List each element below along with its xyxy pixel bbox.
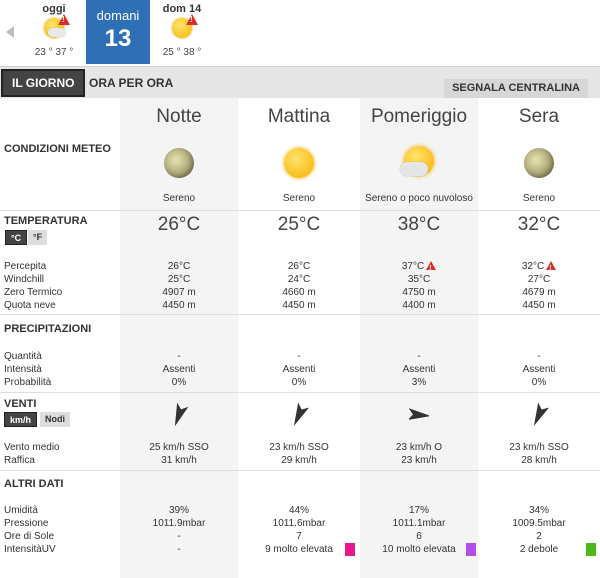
condition-text: Sereno o poco nuvoloso (365, 193, 473, 204)
windchill-value: 24°C (287, 274, 311, 285)
divider (0, 314, 600, 315)
ore-sole-value: 2 (536, 531, 542, 542)
quota-neve-value: 4450 m (282, 300, 316, 311)
vento-medio-value: 23 km/h SSO (269, 442, 329, 453)
wind-direction-arrow-icon (289, 402, 309, 428)
label-probabilita: Probabilità (4, 377, 52, 388)
temperature-value: 32°C (517, 214, 561, 235)
quantita-value: - (297, 351, 301, 362)
wind-direction-arrow-icon (169, 402, 189, 428)
view-tabs (0, 66, 600, 98)
tab-il-giorno[interactable]: IL GIORNO (1, 69, 85, 97)
percepita-text: 37°C (401, 261, 425, 272)
probabilita-value: 0% (171, 377, 187, 388)
day-name: domani (96, 8, 140, 23)
windchill-value: 35°C (407, 274, 431, 285)
intensita-value: Assenti (402, 364, 436, 375)
raffica-value: 23 km/h (401, 455, 437, 466)
section-other: ALTRI DATI (4, 478, 64, 490)
condition-text: Sereno (282, 193, 316, 204)
label-uv: IntensitàUV (4, 544, 56, 555)
uv-value: - (177, 544, 181, 555)
vento-medio-value: 23 km/h SSO (509, 442, 569, 453)
temperature-value: 26°C (157, 214, 201, 235)
pressione-value: 1009.5mbar (512, 518, 566, 529)
percepita-value (480, 260, 598, 273)
label-raffica: Raffica (4, 455, 35, 466)
windchill-value: 27°C (527, 274, 551, 285)
uv-value: 2 debole (519, 544, 559, 555)
zero-termico-value: 4660 m (282, 287, 316, 298)
unit-kmh-button[interactable]: km/h (4, 412, 37, 427)
period-title: Sera (518, 106, 560, 127)
zero-termico-value: 4679 m (522, 287, 556, 298)
temperature-value: 38°C (397, 214, 441, 235)
day-temps: 23 ° 37 ° (34, 47, 74, 58)
section-conditions: CONDIZIONI METEO (4, 143, 111, 155)
condition-text: Sereno (522, 193, 556, 204)
zero-termico-value: 4907 m (162, 287, 196, 298)
label-quota-neve: Quota neve (4, 300, 56, 311)
day-name: oggi (42, 3, 66, 15)
tab-ora-per-ora[interactable]: ORA PER ORA (89, 76, 174, 90)
arrow-shape (289, 402, 309, 428)
label-percepita: Percepita (4, 261, 47, 272)
percepita-text: 32°C (521, 261, 545, 272)
intensita-value: Assenti (522, 364, 556, 375)
raffica-value: 29 km/h (281, 455, 317, 466)
warning-icon (426, 261, 436, 270)
section-wind: VENTI (4, 398, 37, 410)
day-today[interactable] (22, 0, 86, 64)
umidita-value: 34% (528, 505, 549, 516)
percepita-value (120, 260, 238, 273)
umidita-value: 17% (408, 505, 429, 516)
raffica-value: 31 km/h (161, 455, 197, 466)
divider (0, 210, 600, 211)
prev-day-arrow-icon[interactable] (6, 26, 14, 38)
sun-icon (284, 148, 314, 178)
quantita-value: - (177, 351, 181, 362)
ore-sole-value: - (177, 531, 181, 542)
condition-text: Sereno (162, 193, 196, 204)
uv-value: 9 molto elevata (265, 544, 333, 555)
windchill-value: 25°C (167, 274, 191, 285)
label-intensita: Intensità (4, 364, 42, 375)
pressione-value: 1011.6mbar (272, 518, 326, 529)
pressione-value: 1011.1mbar (392, 518, 446, 529)
umidita-value: 44% (288, 505, 309, 516)
label-pressione: Pressione (4, 518, 49, 529)
umidita-value: 39% (168, 505, 189, 516)
unit-celsius-button[interactable]: °C (5, 230, 27, 245)
vento-medio-value: 25 km/h SSO (149, 442, 209, 453)
label-windchill: Windchill (4, 274, 45, 285)
day-dom-14[interactable] (150, 0, 214, 64)
warning-icon (546, 261, 556, 270)
divider (0, 470, 600, 471)
ore-sole-value: 6 (416, 531, 422, 542)
percepita-text: 26°C (287, 261, 311, 272)
probabilita-value: 0% (531, 377, 547, 388)
quota-neve-value: 4450 m (522, 300, 556, 311)
quantita-value: - (417, 351, 421, 362)
label-umidita: Umidità (4, 505, 38, 516)
day-temps: 25 ° 38 ° (162, 47, 202, 58)
percepita-value (240, 260, 358, 273)
label-quantita: Quantità (4, 351, 42, 362)
day-selector (0, 0, 600, 66)
quantita-value: - (537, 351, 541, 362)
percepita-text: 26°C (167, 261, 191, 272)
period-title: Mattina (267, 106, 331, 127)
day-name: dom 14 (162, 3, 202, 15)
quota-neve-value: 4450 m (162, 300, 196, 311)
day-tomorrow[interactable] (86, 0, 150, 64)
period-title: Pomeriggio (370, 106, 468, 127)
intensita-value: Assenti (162, 364, 196, 375)
unit-knots-button[interactable]: Nodi (40, 412, 70, 427)
label-vento-medio: Vento medio (4, 442, 60, 453)
temperature-value: 25°C (277, 214, 321, 235)
uv-color-swatch (345, 543, 355, 556)
section-temperature: TEMPERATURA (4, 215, 88, 227)
probabilita-value: 0% (291, 377, 307, 388)
moon-icon (164, 148, 194, 178)
warning-icon (186, 14, 198, 25)
quota-neve-value: 4400 m (402, 300, 436, 311)
divider (0, 392, 600, 393)
moon-icon (524, 148, 554, 178)
forecast-table (0, 98, 600, 578)
arrow-shape (169, 403, 188, 428)
intensita-value: Assenti (282, 364, 316, 375)
report-station-button[interactable]: SEGNALA CENTRALINA (444, 79, 588, 98)
zero-termico-value: 4750 m (402, 287, 436, 298)
arrow-shape (529, 402, 549, 428)
label-zero-termico: Zero Termico (4, 287, 63, 298)
wind-direction-arrow-icon (409, 402, 429, 428)
period-title: Notte (156, 106, 202, 127)
warning-icon (58, 14, 70, 25)
uv-color-swatch (466, 543, 476, 556)
partly-cloudy-icon (404, 146, 434, 176)
day-number: 13 (104, 25, 132, 52)
unit-fahrenheit-button[interactable]: °F (28, 230, 47, 245)
wind-direction-arrow-icon (529, 402, 549, 428)
uv-value: 10 molto elevata (382, 544, 456, 555)
arrow-shape (409, 408, 429, 422)
vento-medio-value: 23 km/h O (395, 442, 443, 453)
section-precipitation: PRECIPITAZIONI (4, 323, 92, 335)
ore-sole-value: 7 (296, 531, 302, 542)
raffica-value: 28 km/h (521, 455, 557, 466)
probabilita-value: 3% (411, 377, 427, 388)
percepita-value (360, 260, 478, 273)
uv-color-swatch (586, 543, 596, 556)
pressione-value: 1011.9mbar (152, 518, 206, 529)
label-ore-sole: Ore di Sole (4, 531, 55, 542)
